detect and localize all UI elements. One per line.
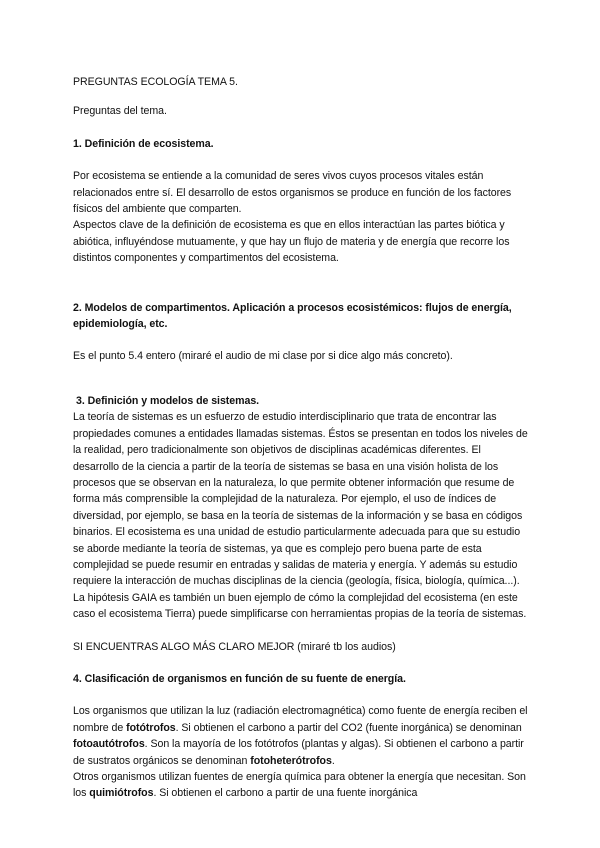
section-3-heading: 3. Definición y modelos de sistemas. (76, 394, 260, 407)
document-body (73, 74, 528, 802)
section-3-note: SI ENCUENTRAS ALGO MÁS CLARO MEJOR (miraré tb los audios) (73, 640, 396, 653)
section-1-heading: 1. Definición de ecosistema. (73, 137, 214, 150)
section-4-p2-text-1: Otros organismos utilizan fuentes de energía química para obtener la energía que necesitan. Son los (73, 771, 526, 800)
section-1-paragraph-2: Aspectos clave de la definición de ecosistema es que en ellos interactúan las partes biótica y abiótica, influyéndose mutuamente, y que hay un flujo de materia y de energía que recorre los distintos componentes y compartimentos del ecosistema. (73, 219, 510, 265)
document-title: PREGUNTAS ECOLOGÍA TEMA 5. (73, 76, 238, 88)
section-4-p1-text-1: Los organismos que utilizan la luz (radiación electromagnética) como fuente de energía reciben el nombre de (73, 705, 528, 734)
section-4-p1-text-4: . (331, 754, 335, 767)
term-quimiotrofos: quimiótrofos (89, 787, 154, 800)
section-4-paragraph-2 (73, 769, 528, 802)
section-4-paragraph-1 (73, 703, 528, 769)
term-fototrofos: fotótrofos (126, 721, 176, 734)
section-2-paragraph-1: Es el punto 5.4 entero (miraré el audio de mi clase por si dice algo más concreto). (73, 350, 453, 363)
document-subtitle: Preguntas del tema. (73, 105, 167, 118)
section-4-heading: 4. Clasificación de organismos en función de su fuente de energía. (73, 672, 406, 685)
section-2-heading: 2. Modelos de compartimentos. Aplicación a procesos ecosistémicos: flujos de energía, epidemiología, etc. (73, 301, 512, 331)
term-fotoautotrofos: fotoautótrofos (73, 738, 145, 751)
section-3-paragraph-1: La teoría de sistemas es un esfuerzo de estudio interdisciplinario que trata de encontrar las propiedades comunes a entidades llamadas sistemas. Éstos se presentan en todos los niveles de la realidad, pero tradicionalmente son objetivos de disciplinas académicas diferentes. El desarrollo de la ciencia a partir de la teoría de sistemas se basa en una visión holista de los procesos que se observan en la naturaleza, lo que permite obtener información que resume de forma más comprensible la complejidad de la naturaleza. Por ejemplo, el uso de índices de diversidad, por ejemplo, se basa en la teoría de sistemas de la información y se basa en códigos binarios. El ecosistema es una unidad de estudio particularmente adecuada para que su estudio se aborde mediante la teoría de sistemas, ya que es complejo pero buena parte de esta complejidad se puede resumir en entradas y salidas de materia y energía. Y además su estudio requiere la interacción de muchas disciplinas de la ciencia (geología, física, biología, química...). La hipótesis GAIA es también un buen ejemplo de cómo la complejidad del ecosistema (en este caso el ecosistema Tierra) puede simplificarse con herramientas propias de la teoría de sistemas. (73, 411, 528, 621)
section-4-p2-text-2: . Si obtienen el carbono a partir de una fuente inorgánica (153, 787, 418, 800)
section-4-p1-text-3: . Son la mayoría de los fotótrofos (plantas y algas). Si obtienen el carbono a partir de sustratos orgánicos se denominan (73, 738, 524, 767)
section-4-p1-text-2: . Si obtienen el carbono a partir del CO2 (fuente inorgánica) se denominan (175, 721, 522, 734)
term-fotoheterotrofos: fotoheterótrofos (250, 754, 332, 767)
section-1-paragraph-1: Por ecosistema se entiende a la comunidad de seres vivos cuyos procesos vitales están relacionados entre sí. El desarrollo de estos organismos se produce en función de los factores físicos del ambiente que comparten. (73, 170, 512, 216)
